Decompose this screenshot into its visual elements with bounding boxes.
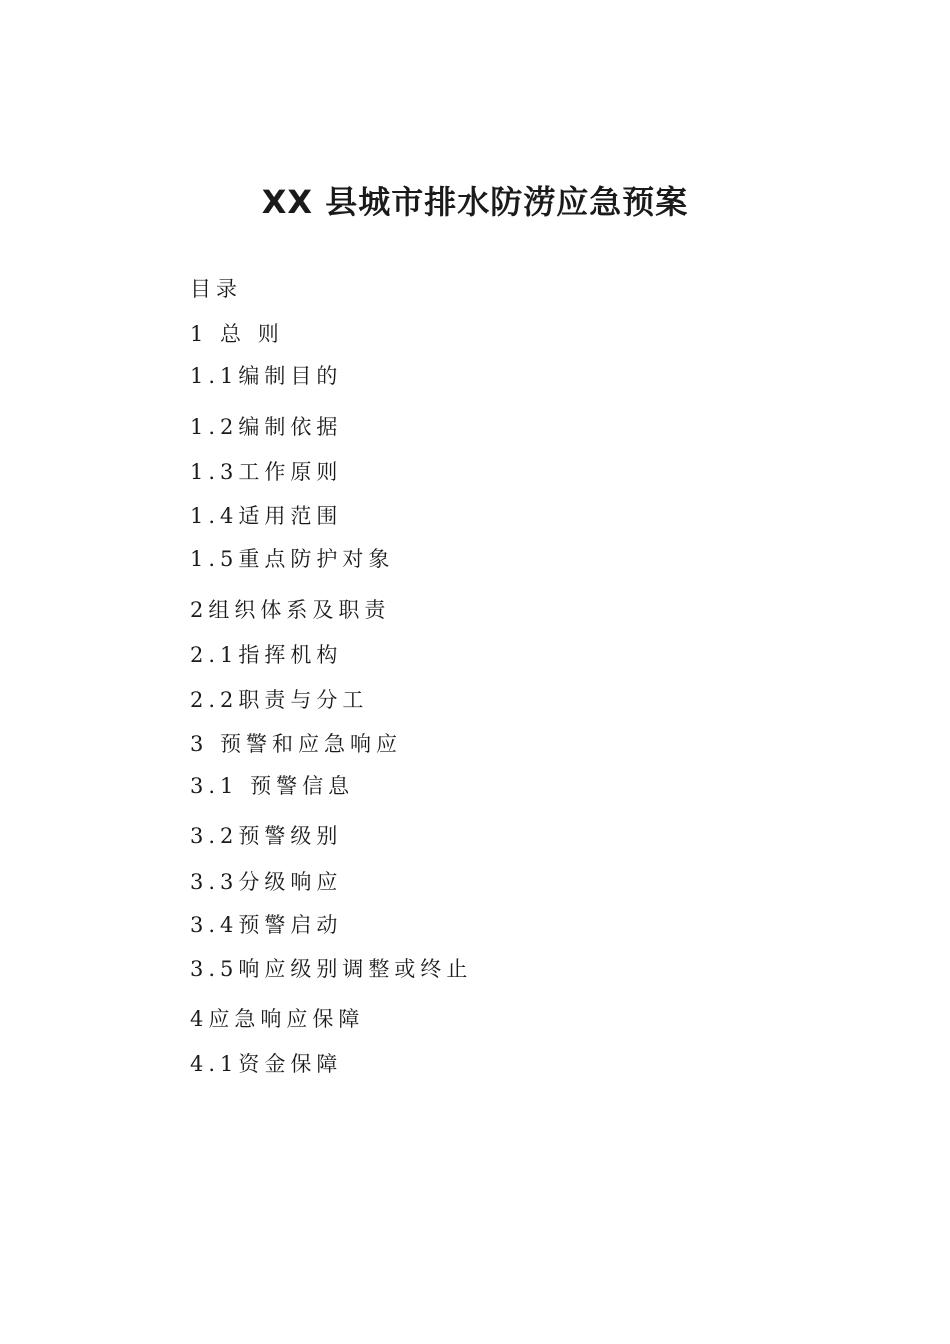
- toc-item: 3.2预警级别: [190, 824, 343, 848]
- toc-item: 2组织体系及职责: [190, 598, 391, 622]
- toc-item: 2.2职责与分工: [190, 688, 369, 712]
- toc-item: 1.3工作原则: [190, 460, 343, 484]
- toc-item: 3.4预警启动: [190, 913, 343, 937]
- toc-item: 3.5响应级别调整或终止: [190, 957, 473, 981]
- toc-item: 1.1编制目的: [190, 364, 343, 388]
- page-title: XX 县城市排水防涝应急预案: [261, 183, 689, 221]
- toc-item: 3 预警和应急响应: [190, 732, 403, 756]
- toc-item: 2.1指挥机构: [190, 643, 343, 667]
- toc-item: 1 总 则: [190, 322, 284, 346]
- toc-item: 1.5重点防护对象: [190, 547, 395, 571]
- toc-item: 3.3分级响应: [190, 870, 343, 894]
- toc-item: 1.2编制依据: [190, 415, 343, 439]
- toc-item: 4.1资金保障: [190, 1052, 343, 1076]
- toc-item: 3.1 预警信息: [190, 774, 355, 798]
- toc-heading: 目录: [190, 277, 242, 301]
- toc-item: 4应急响应保障: [190, 1007, 365, 1031]
- toc-item: 1.4适用范围: [190, 504, 343, 528]
